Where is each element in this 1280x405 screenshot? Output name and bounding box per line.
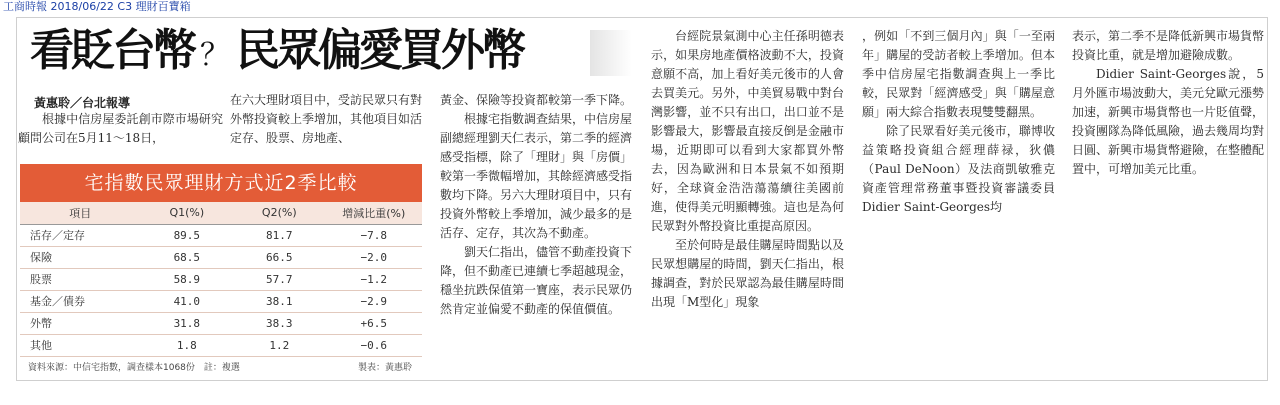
- publication-date: 2018/06/22: [50, 0, 114, 13]
- article-paragraph: 至於何時是最佳購屋時間點以及民眾想購屋的時間，劉天仁指出，根據調查，對於民眾認為最佳購屋時間出現「M型化」現象: [651, 238, 844, 309]
- table-header-cell: Q2(%): [233, 202, 325, 224]
- table-value-cell: 81.7: [233, 224, 325, 246]
- article-column-6: [1072, 27, 1264, 247]
- table-item-name: 股票: [20, 268, 141, 290]
- table-item-name: 活存／定存: [20, 224, 141, 246]
- table-value-cell: −0.6: [326, 334, 423, 356]
- table-row: [20, 290, 422, 312]
- publication-header: [3, 0, 191, 14]
- table-value-cell: −7.8: [326, 224, 423, 246]
- article-paragraph: 根據中信房屋委託創市際市場研究顧問公司在5月11～18日，: [18, 112, 223, 145]
- table-value-cell: −1.2: [326, 268, 423, 290]
- table-value-cell: −2.0: [326, 246, 423, 268]
- table-value-cell: 89.5: [141, 224, 233, 246]
- article-column-5: [862, 27, 1055, 227]
- table-value-cell: 66.5: [233, 246, 325, 268]
- table-value-cell: 68.5: [141, 246, 233, 268]
- table-source-note: 資料來源：中信宅指數，調查樣本1068份 註：複選: [28, 363, 240, 373]
- table-header-cell: 增減比重(%): [326, 202, 423, 224]
- article-paragraph: 台經院景氣測中心主任孫明德表示，如果房地產價格波動不大，投資意願不高，加上看好美元後市的人會去買美元。另外，中美貿易戰中對台灣影響，並不只有出口，出口並不是影響最大，影響最直接反倒是金融市場，近期即可以看到大家都買外幣去，因為歐洲和日本景氣不如預期好，全球資金浩浩蕩蕩續往美國前進，使得美元明顯轉強。這也是為何民眾對外幣投資比重提高原因。: [651, 29, 844, 233]
- article-paragraph: 表示，第二季不是降低新興市場貨幣投資比重，就是增加避險成數。: [1072, 29, 1264, 62]
- publication-page: C3: [117, 0, 133, 13]
- headline-shade: [590, 30, 632, 76]
- table-value-cell: 38.1: [233, 290, 325, 312]
- article-paragraph: Didier Saint-Georges說，5月外匯市場波動大，美元兌歐元漲勢加速，新興市場貨幣也一片貶值聲，投資團隊為降低風險，過去幾周均對日圓、新興市場貨幣避險，在整體配置中，可增加美元比重。: [1072, 67, 1264, 176]
- table-item-name: 保險: [20, 246, 141, 268]
- table-value-cell: 31.8: [141, 312, 233, 334]
- table-row: [20, 334, 422, 356]
- table-value-cell: −2.9: [326, 290, 423, 312]
- table-row: [20, 246, 422, 268]
- article-paragraph: 除了民眾看好美元後市，聯博收益策略投資組合經理薛禄，狄儂（Paul DeNoon）及法商凱敏雅克資產管理常務董事暨投資審議委員Didier Saint-Georges均: [862, 124, 1055, 214]
- table-footer: [20, 360, 422, 376]
- article-paragraph: 黃金、保險等投資都較第一季下降。: [440, 93, 632, 107]
- table-item-name: 基金／債券: [20, 290, 141, 312]
- table-value-cell: 57.7: [233, 268, 325, 290]
- article-paragraph: 根據宅指數調查結果，中信房屋副總經理劉天仁表示，第二季的經濟感受指標，除了「理財」與「房價」較第一季微幅增加，其餘經濟感受指數均下降。另六大理財項目中，只有投資外幣較上季增加，減少最多的是活存、定存，其次為不動產。: [440, 112, 632, 240]
- article-headline: [30, 24, 523, 83]
- table-row: [20, 312, 422, 334]
- table-title: 宅指數民眾理財方式近2季比較: [20, 164, 422, 202]
- article-byline: 黃惠聆／台北報導: [34, 96, 131, 110]
- table-value-cell: 58.9: [141, 268, 233, 290]
- article-column-1: [18, 110, 223, 150]
- table-item-name: 外幣: [20, 312, 141, 334]
- headline-part-1: 看貶台幣: [30, 25, 194, 76]
- table-value-cell: 38.3: [233, 312, 325, 334]
- table-row: [20, 224, 422, 246]
- article-paragraph: ，例如「不到三個月內」與「一至兩年」購屋的受訪者較上季增加。但本季中信房屋宅指數調查與上一季比較，民眾對「經濟感受」與「購屋意願」兩大綜合指數表現雙雙翻黑。: [862, 29, 1055, 119]
- table-value-cell: 1.8: [141, 334, 233, 356]
- table-value-cell: +6.5: [326, 312, 423, 334]
- article-column-3: [440, 91, 632, 379]
- table-value-cell: 1.2: [233, 334, 325, 356]
- table-header-cell: Q1(%): [141, 202, 233, 224]
- publication-section: 理財百寶箱: [135, 0, 191, 13]
- article-column-2: [230, 91, 422, 151]
- table-credit: 製表：黃惠聆: [357, 363, 412, 373]
- table-row: [20, 268, 422, 290]
- publication-name: 工商時報: [3, 0, 47, 13]
- article-paragraph: 在六大理財項目中，受訪民眾只有對外幣投資較上季增加，其他項目如活定存、股票、房地產、: [230, 93, 422, 145]
- table-header-cell: 項目: [20, 202, 141, 224]
- table-header-row: [20, 202, 422, 224]
- article-column-4: [651, 27, 844, 377]
- comparison-table-box: [20, 164, 422, 378]
- table-item-name: 其他: [20, 334, 141, 356]
- headline-question-mark: ？: [200, 38, 230, 73]
- comparison-table: [20, 202, 422, 358]
- table-value-cell: 41.0: [141, 290, 233, 312]
- headline-part-2: 民眾偏愛買外幣: [236, 25, 523, 76]
- article-paragraph: 劉天仁指出，儘管不動產投資下降，但不動產已連續七季超越現金，穩坐抗跌保值第一寶座，表示民眾仍然肯定並偏愛不動產的保值價值。: [440, 245, 632, 316]
